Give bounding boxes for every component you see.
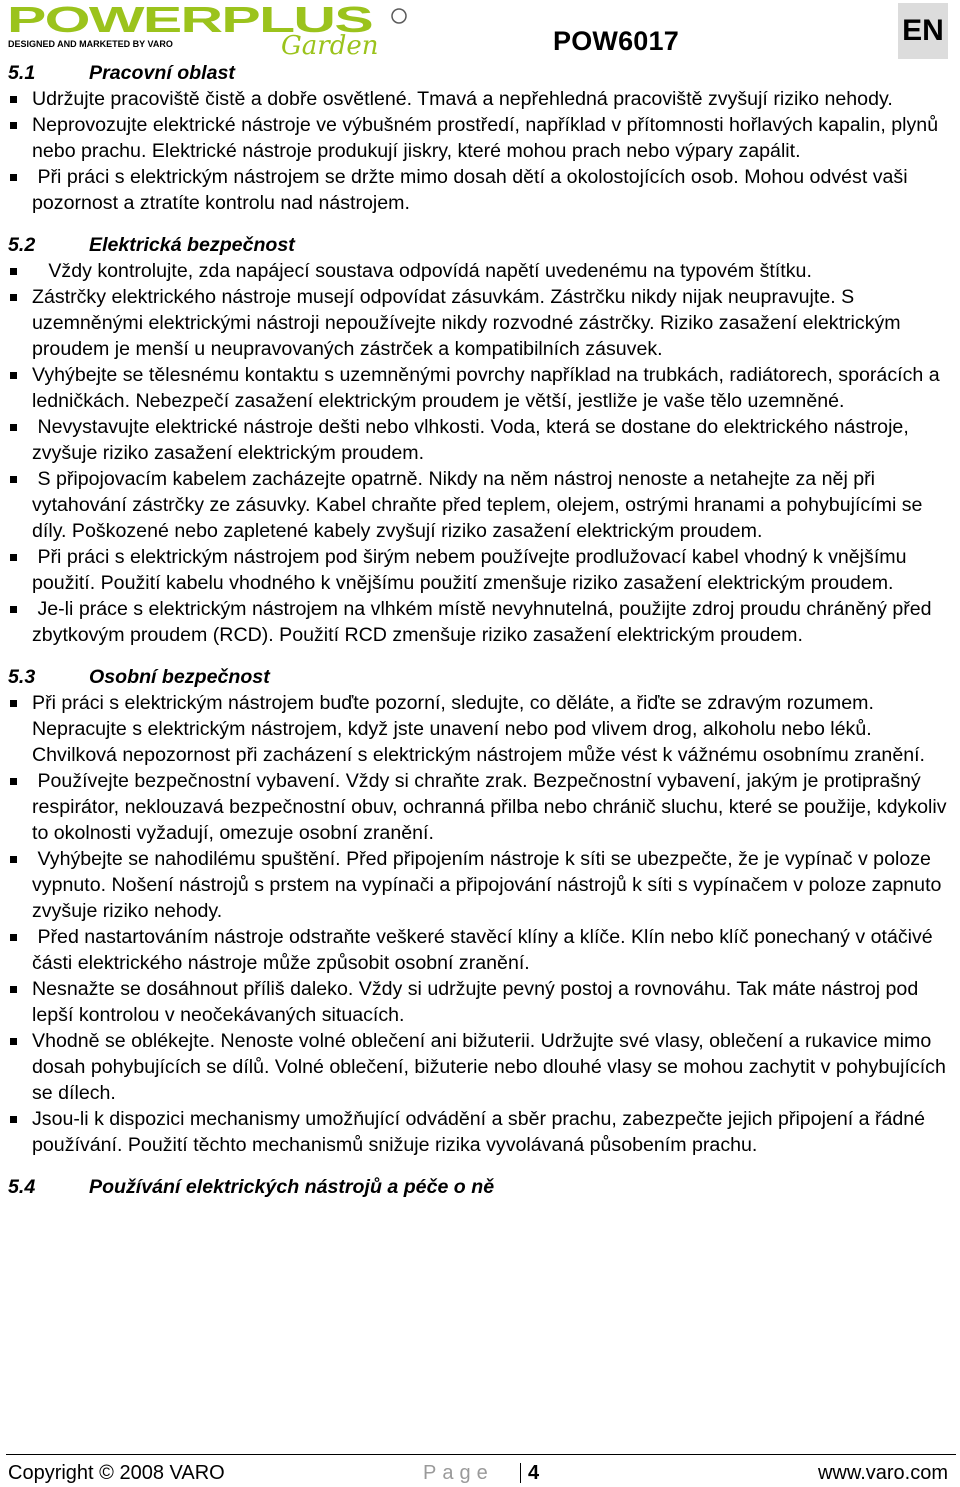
section-title: Používání elektrických nástrojů a péče o ně: [89, 1176, 495, 1198]
section-number: 5.3: [8, 666, 36, 688]
square-bullet-icon: [10, 986, 17, 993]
copyright-text: Copyright © 2008 VARO: [8, 1462, 225, 1484]
square-bullet-icon: [10, 856, 17, 863]
powerplus-garden-logo: [5, 2, 425, 58]
list-item-text: Je-li práce s elektrickým nástrojem na vlhkém místě nevyhnutelná, použijte zdroj proudu chráněný před zbytkovým proudem (RCD). Použití RCD zmenšuje riziko zasažení elektrickým proudem.: [32, 598, 938, 646]
section-heading: [8, 60, 953, 86]
document-body: [8, 60, 953, 1200]
list-item: [8, 112, 953, 164]
list-item: [8, 596, 953, 648]
section-number: 5.1: [8, 62, 36, 84]
square-bullet-icon: [10, 476, 17, 483]
list-item: [8, 414, 953, 466]
logo-emblem-icon: [392, 9, 406, 23]
list-item-text: Udržujte pracoviště čistě a dobře osvětlené. Tmavá a nepřehledná pracoviště zvyšují riziko nehody.: [32, 88, 893, 110]
square-bullet-icon: [10, 1116, 17, 1123]
language-badge: EN: [898, 3, 948, 59]
list-item: [8, 362, 953, 414]
list-item-text: Zástrčky elektrického nástroje musejí odpovídat zásuvkám. Zástrčku nikdy nijak neupravujte. S uzemněnými elektrickými nástroji nepoužívejte nikdy rozvodné zástrčky. Riziko zasažení elektrickým proudem je menší u neupravovaných zástrček a kompatibilních zásuvek.: [32, 286, 907, 360]
square-bullet-icon: [10, 372, 17, 379]
square-bullet-icon: [10, 934, 17, 941]
list-item: [8, 284, 953, 362]
list-item-text: Vyhýbejte se tělesnému kontaktu s uzemněnými povrchy například na trubkách, radiátorech, sporácích a ledničkách. Nebezpečí zasažení elektrickým proudem je větší, jestliže je vaše tělo uzemněné.: [32, 364, 946, 412]
list-item: [8, 86, 953, 112]
website-url: www.varo.com: [817, 1462, 948, 1484]
section-title: Elektrická bezpečnost: [89, 234, 295, 256]
list-item-text: Neprovozujte elektrické nástroje ve výbušném prostředí, například v přítomnosti hořlavých kapalin, plynů nebo prachu. Elektrické nástroje produkují jiskry, které mohou prach nebo výpary zapálit.: [32, 114, 944, 162]
list-item: [8, 164, 953, 216]
section-number: 5.4: [8, 1176, 36, 1198]
section-gap: [8, 1158, 953, 1174]
page-label: Page: [423, 1462, 494, 1484]
logo-tagline: DESIGNED AND MARKETED BY VARO: [8, 39, 173, 49]
logo-garden-text: Garden: [281, 31, 379, 58]
section-title: Pracovní oblast: [89, 62, 235, 84]
logo-brand-text: POWERPLUS: [7, 2, 372, 40]
page-header: [0, 0, 960, 62]
square-bullet-icon: [10, 268, 17, 275]
square-bullet-icon: [10, 554, 17, 561]
section-heading: [8, 232, 953, 258]
square-bullet-icon: [10, 424, 17, 431]
list-item: [8, 258, 953, 284]
square-bullet-icon: [10, 700, 17, 707]
model-number: POW6017: [553, 26, 679, 56]
list-item-text: Vyhýbejte se nahodilému spuštění. Před připojením nástroje k síti se ubezpečte, že je vypínač v poloze vypnuto. Nošení nástrojů s prstem na vypínači a připojování nástrojů k síti s vypínačem v poloze zapnuto zvyšuje riziko nehody.: [32, 848, 947, 922]
square-bullet-icon: [10, 294, 17, 301]
list-item: [8, 846, 953, 924]
list-item: [8, 976, 953, 1028]
list-item-text: Při práci s elektrickým nástrojem buďte pozorní, sledujte, co děláte, a řiďte se zdravým rozumem. Nepracujte s elektrickým nástrojem, když jste unavení nebo pod vlivem drog, alkoholu nebo léků. Chvilková nepozornost při zacházení s elektrickým nástrojem může vést k vážnému osobnímu zranění.: [32, 692, 925, 766]
section-heading: [8, 1174, 953, 1200]
square-bullet-icon: [10, 1038, 17, 1045]
logo-graphic: [5, 2, 425, 58]
section-heading: [8, 664, 953, 690]
section-title: Osobní bezpečnost: [89, 666, 270, 688]
list-item-text: Jsou-li k dispozici mechanismy umožňující odvádění a sběr prachu, zabezpečte jejich připojení a řádné používání. Použití těchto mechanismů snižuje rizika vyvolávaná působením prachu.: [32, 1108, 931, 1156]
square-bullet-icon: [10, 606, 17, 613]
list-item-text: Vhodně se oblékejte. Nenoste volné oblečení ani bižuterii. Udržujte své vlasy, oblečení a rukavice mimo dosah pohybujících se dílů. Volné oblečení, bižuterie nebo dlouhé vlasy se mohou zachytit v pohybujících se dílech.: [32, 1030, 952, 1104]
list-item-text: Nesnažte se dosáhnout příliš daleko. Vždy si udržujte pevný postoj a rovnováhu. Tak máte nástroj pod lepší kontrolou v neočekávaných situacích.: [32, 978, 924, 1026]
list-item-text: Před nastartováním nástroje odstraňte veškeré stavěcí klíny a klíče. Klín nebo klíč ponechaný v otáčivé části elektrického nástroje může způsobit osobní zranění.: [32, 926, 939, 974]
list-item: [8, 690, 953, 768]
list-item-text: Při práci s elektrickým nástrojem pod širým nebem používejte prodlužovací kabel vhodný k vnějšímu použití. Použití kabelu vhodného k vnějšímu použití zmenšuje riziko zasažení elektrickým proudem.: [32, 546, 912, 594]
list-item: [8, 768, 953, 846]
list-item-text: Vždy kontrolujte, zda napájecí soustava odpovídá napětí uvedenému na typovém štítku.: [32, 260, 812, 282]
section-gap: [8, 216, 953, 232]
page-footer: [8, 1460, 948, 1486]
section-number: 5.2: [8, 234, 36, 256]
list-item: [8, 466, 953, 544]
list-item: [8, 1106, 953, 1158]
list-item: [8, 544, 953, 596]
list-item-text: Používejte bezpečnostní vybavení. Vždy si chraňte zrak. Bezpečnostní vybavení, jakým je protiprašný respirátor, neklouzavá bezpečnostní obuv, ochranná přilba nebo chránič sluchu, které se použije, kdykoliv to okolnosti vyžadují, omezuje osobní zranění.: [32, 770, 952, 844]
square-bullet-icon: [10, 174, 17, 181]
footer-divider: [6, 1454, 956, 1455]
list-item: [8, 924, 953, 976]
list-item-text: Při práci s elektrickým nástrojem se držte mimo dosah dětí a okolostojících osob. Mohou odvést vaši pozornost a ztratíte kontrolu nad nástrojem.: [32, 166, 914, 214]
square-bullet-icon: [10, 778, 17, 785]
page-number: 4: [528, 1462, 540, 1484]
square-bullet-icon: [10, 122, 17, 129]
list-item: [8, 1028, 953, 1106]
square-bullet-icon: [10, 96, 17, 103]
list-item-text: Nevystavujte elektrické nástroje dešti nebo vlhkosti. Voda, která se dostane do elektrického nástroje, zvyšuje riziko zasažení elektrickým proudem.: [32, 416, 915, 464]
section-gap: [8, 648, 953, 664]
page-separator: [520, 1463, 521, 1483]
list-item-text: S připojovacím kabelem zacházejte opatrně. Nikdy na něm nástroj nenoste a netahejte za něj při vytahování zástrčky ze zásuvky. Kabel chraňte před teplem, olejem, ostrými hranami a pohybujícími se díly. Poškozené nebo zapletené kabely zvyšují riziko zasažení elektrickým proudem.: [32, 468, 928, 542]
